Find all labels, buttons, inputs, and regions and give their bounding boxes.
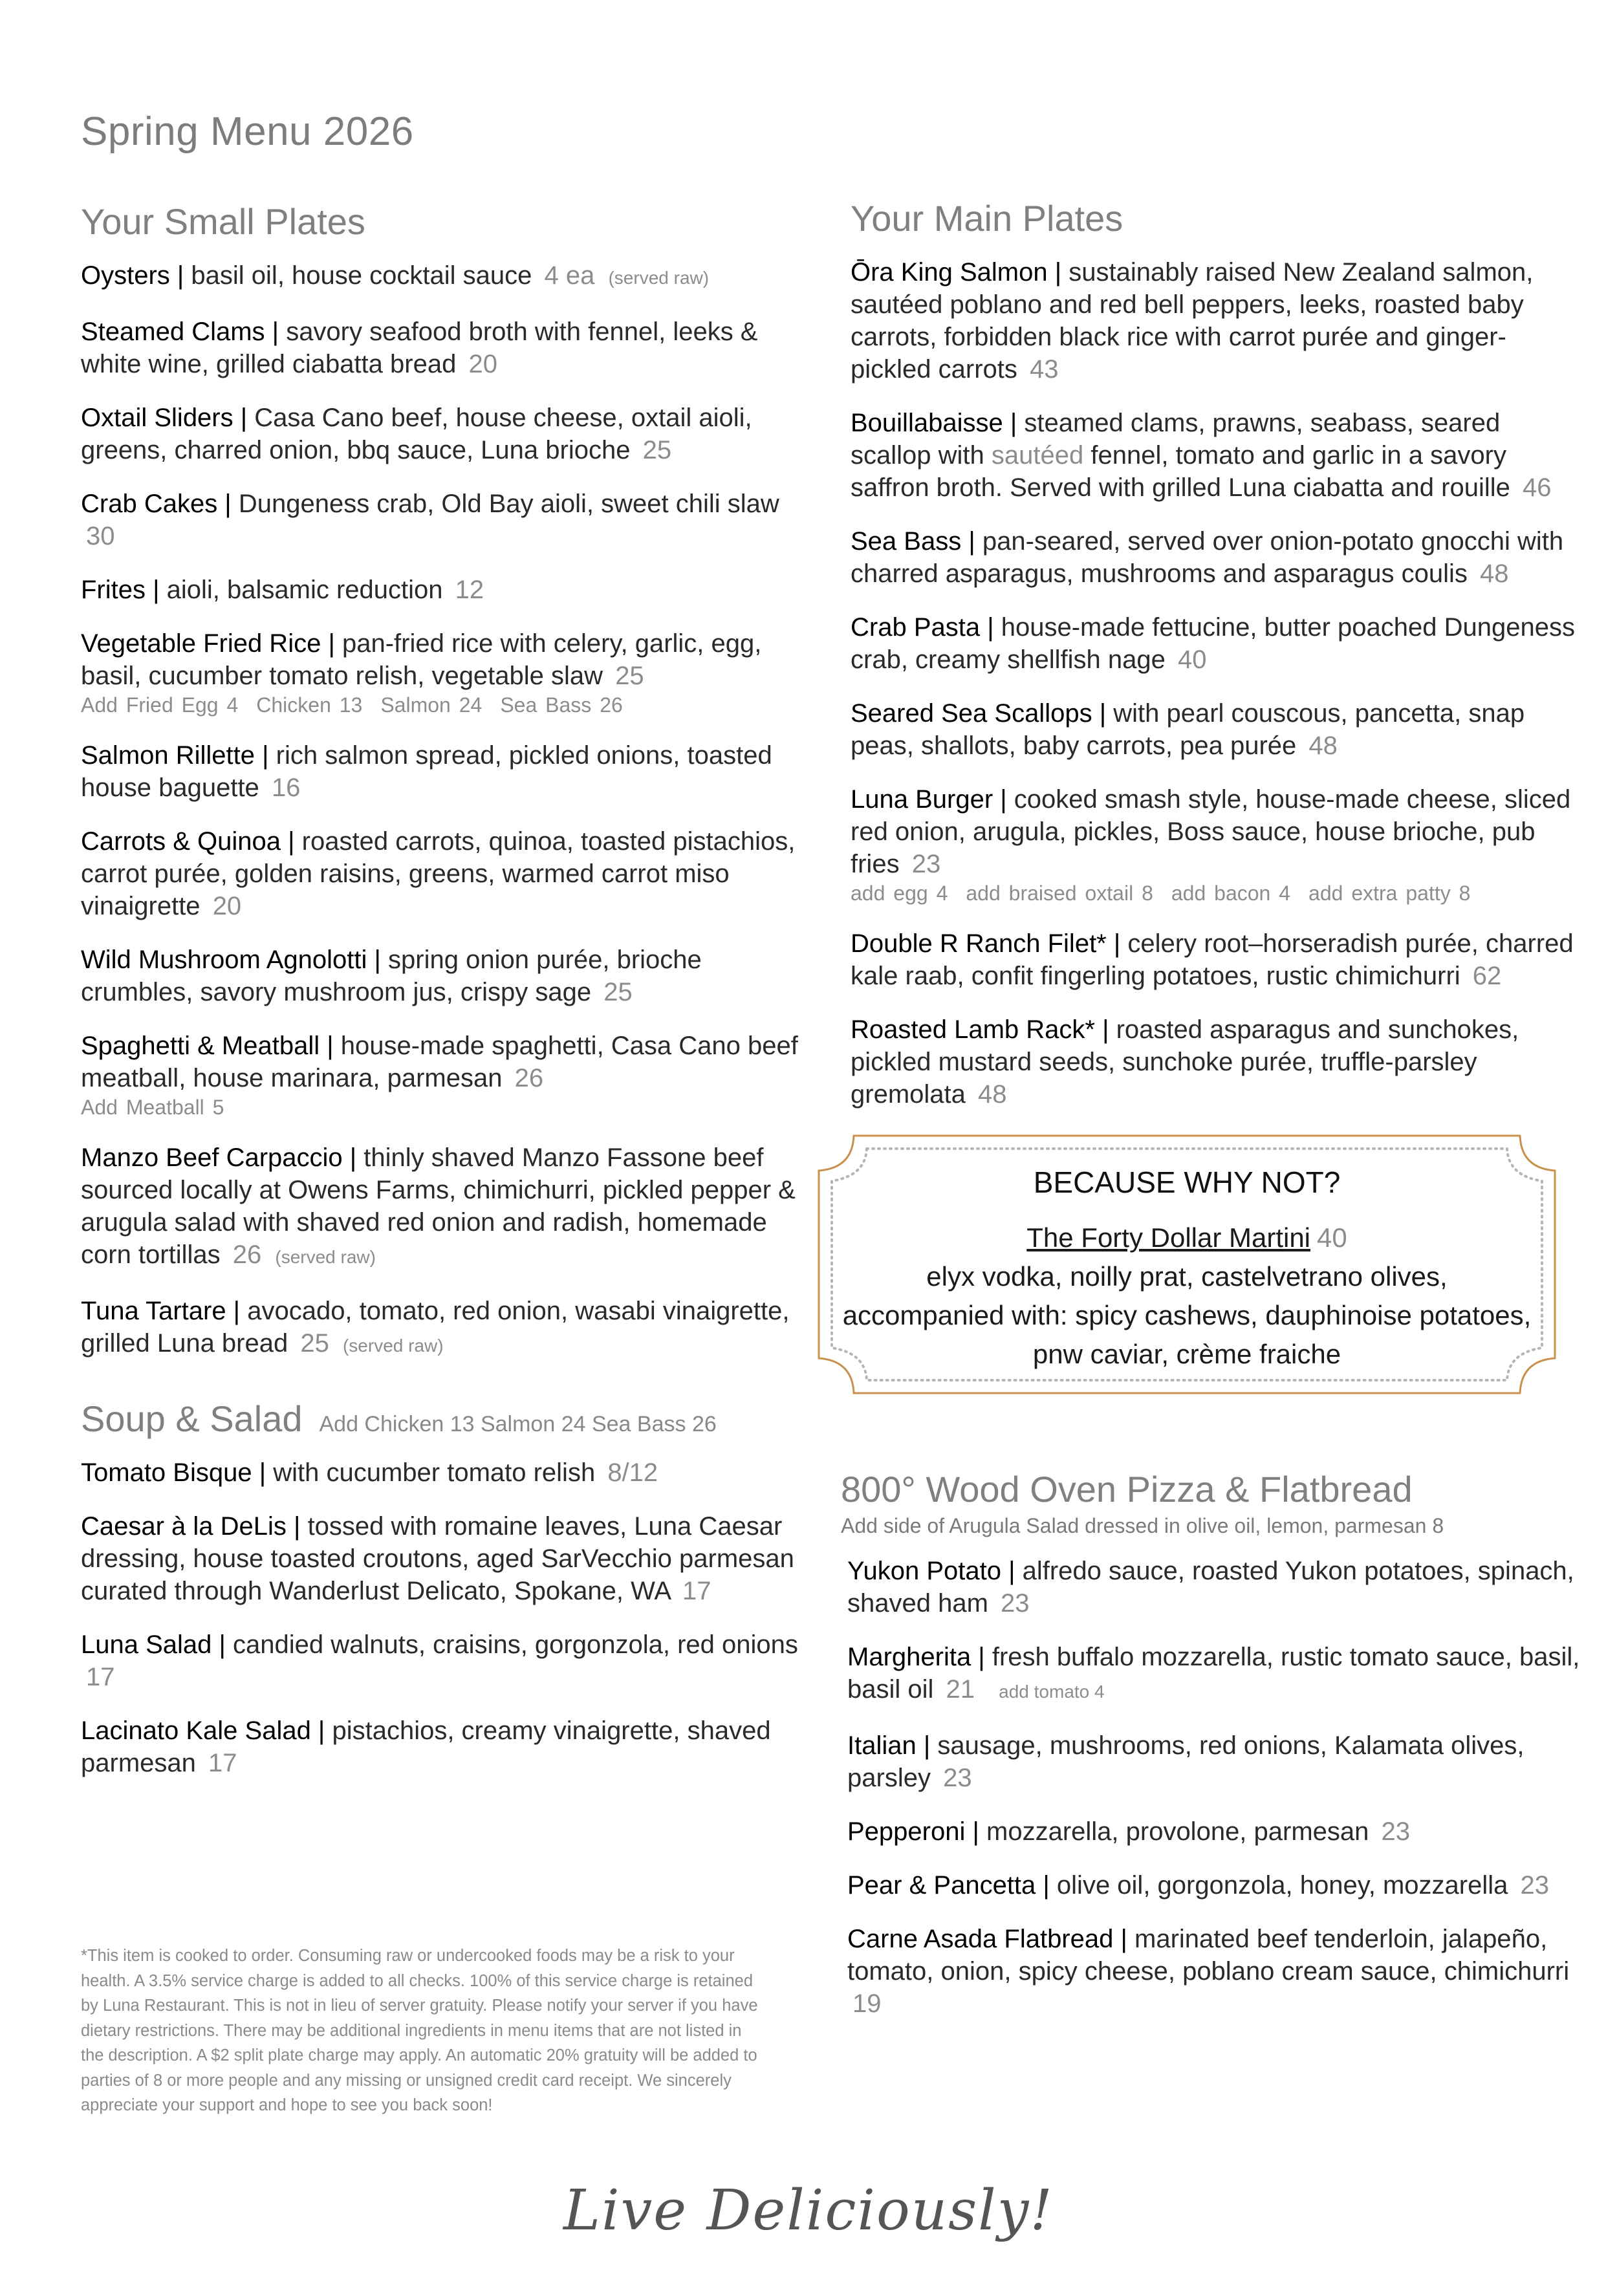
menu-item (847, 1869, 1581, 1901)
item-description: olive oil, gorgonzola, honey, mozzarella (1056, 1871, 1508, 1900)
menu-item (81, 1629, 805, 1693)
callout-drink-name: The Forty Dollar Martini (1026, 1222, 1311, 1253)
item-description: aioli, balsamic reduction (166, 576, 443, 604)
menu-item (81, 1142, 805, 1273)
menu-item (81, 316, 805, 380)
item-name: Ōra King Salmon | (851, 258, 1062, 287)
menu-item (81, 488, 805, 552)
item-description: alfredo sauce, roasted Yukon potatoes, spinach, shaved ham (847, 1557, 1574, 1618)
callout-line: accompanied with: spicy cashews, dauphinoise potatoes, (842, 1300, 1532, 1330)
menu-item (81, 1030, 805, 1120)
item-name: Steamed Clams | (81, 318, 279, 346)
menu-item (81, 944, 805, 1008)
item-name: Oxtail Sliders | (81, 404, 248, 432)
item-description: steamed clams, prawns, seabass, seared scallop with (851, 409, 1501, 470)
item-price: 20 (212, 892, 242, 920)
addon: Salmon 24 (380, 693, 483, 717)
menu-item (851, 525, 1581, 590)
item-price: 46 (1523, 473, 1552, 502)
item-description: marinated beef tenderloin, jalapeño, tomato, onion, spicy cheese, poblano cream sauce, chimichurri (847, 1925, 1570, 1986)
item-name: Pear & Pancetta | (847, 1871, 1050, 1900)
menu-item (851, 407, 1581, 504)
right-column (841, 197, 1581, 2041)
item-description: basil oil, house cocktail sauce (191, 261, 532, 290)
item-name: Spaghetti & Meatball | (81, 1032, 334, 1060)
small-plates-heading: Your Small Plates (81, 201, 365, 242)
item-price: 25 (615, 662, 644, 690)
addon: Chicken 13 (256, 693, 363, 717)
callout-heading: BECAUSE WHY NOT? (1033, 1165, 1341, 1199)
item-description: house-made spaghetti, Casa Cano beef meatball, house marinara, parmesan (81, 1032, 798, 1092)
menu-item (851, 256, 1581, 385)
item-price: 43 (1030, 355, 1059, 384)
item-description: pan-fried rice with celery, garlic, egg, basil, cucumber tomato relish, vegetable slaw (81, 629, 762, 690)
item-name: Crab Pasta | (851, 613, 994, 642)
item-price: 62 (1472, 962, 1502, 990)
item-name: Roasted Lamb Rack* | (851, 1015, 1109, 1044)
item-price: 8/12 (607, 1458, 658, 1487)
addon: add egg 4 (851, 882, 948, 905)
left-column (81, 200, 805, 1801)
item-price: 23 (943, 1764, 972, 1792)
menu-item (81, 1295, 805, 1362)
menu-title: Spring Menu 2026 (81, 109, 414, 154)
menu-item (81, 627, 805, 718)
martini-callout (815, 1132, 1559, 1397)
item-note: add tomato 4 (999, 1682, 1105, 1702)
item-price: 23 (1520, 1871, 1549, 1900)
item-name: Double R Ranch Filet* | (851, 929, 1121, 958)
item-price: 4 ea (544, 261, 595, 290)
callout-drink-line (815, 1218, 1559, 1257)
item-price: 26 (514, 1064, 544, 1092)
item-price: 25 (603, 978, 633, 1006)
item-description: savory seafood broth with fennel, leeks & white wine, grilled ciabatta bread (81, 318, 758, 378)
menu-item (847, 1729, 1581, 1794)
item-description: fresh buffalo mozzarella, rustic tomato sauce, basil, basil oil (847, 1643, 1580, 1704)
item-name: Seared Sea Scallops | (851, 699, 1107, 728)
item-description: house-made fettucine, butter poached Dungeness crab, creamy shellfish nage (851, 613, 1575, 674)
item-description: cooked smash style, house-made cheese, sliced red onion, arugula, pickles, Boss sauce, house brioche, pub fries (851, 785, 1571, 878)
menu-item (847, 1555, 1581, 1619)
item-description: pistachios, creamy vinaigrette, shaved parmesan (81, 1717, 771, 1777)
item-note: (served raw) (608, 268, 710, 288)
callout-content (815, 1163, 1559, 1374)
item-price: 48 (978, 1080, 1007, 1109)
item-description: Casa Cano beef, house cheese, oxtail aioli, greens, charred onion, bbq sauce, Luna brioche (81, 404, 752, 464)
item-name: Luna Salad | (81, 1630, 226, 1659)
item-description: candied walnuts, craisins, gorgonzola, red onions (233, 1630, 798, 1659)
item-price: 23 (1381, 1817, 1411, 1846)
menu-item (81, 402, 805, 466)
item-price: 19 (852, 1989, 882, 2018)
item-name: Vegetable Fried Rice | (81, 629, 335, 658)
addon: add braised oxtail 8 (966, 882, 1153, 905)
item-name: Bouillabaisse | (851, 409, 1017, 437)
item-addons (81, 692, 805, 718)
item-price: 26 (232, 1240, 262, 1269)
menu-item (851, 697, 1581, 762)
item-description: Dungeness crab, Old Bay aioli, sweet chili slaw (238, 490, 779, 518)
soup-salad-heading (81, 1398, 805, 1440)
menu-item (851, 927, 1581, 992)
item-description: with cucumber tomato relish (273, 1458, 596, 1487)
item-name: Oysters | (81, 261, 184, 290)
menu-item (81, 574, 805, 606)
menu-item (81, 739, 805, 804)
callout-line: elyx vodka, noilly prat, castelvetrano olives, (926, 1261, 1448, 1292)
item-addons (851, 880, 1581, 906)
item-name: Salmon Rillette | (81, 741, 269, 770)
addon: Add Meatball 5 (81, 1096, 224, 1119)
item-name: Wild Mushroom Agnolotti | (81, 946, 381, 974)
soup-salad-addons: Add Chicken 13 Salmon 24 Sea Bass 26 (319, 1412, 717, 1436)
item-description: spring onion purée, brioche crumbles, savory mushroom jus, crispy sage (81, 946, 702, 1006)
menu-item (851, 783, 1581, 906)
item-price: 17 (682, 1577, 711, 1605)
item-description: mozzarella, provolone, parmesan (986, 1817, 1369, 1846)
item-description: celery root–horseradish purée, charred kale raab, confit fingerling potatoes, rustic chimichurri (851, 929, 1574, 990)
item-name: Carne Asada Flatbread | (847, 1925, 1127, 1953)
item-price: 23 (911, 850, 941, 878)
item-description: with pearl couscous, pancetta, snap peas, shallots, baby carrots, pea purée (851, 699, 1525, 760)
legal-footnote: *This item is cooked to order. Consuming raw or undercooked foods may be a risk to your health. A 3.5% service charge is added to all checks. 100% of this service charge is retained by Luna Restaurant. This is not in lieu of server gratuity. Please notify your server if you have dietary restrictions. There may be additional ingredients in menu items that are not listed in the description. A $2 split plate charge may apply. An automatic 20% gratuity will be added to parties of 8 or more people and any missing or unsigned credit card receipt. We sincerely appreciate your support and hope to see you back soon! (81, 1947, 758, 2114)
item-price: 21 (946, 1675, 975, 1704)
item-name: Manzo Beef Carpaccio | (81, 1143, 357, 1172)
item-name: Margherita | (847, 1643, 985, 1671)
item-description: sustainably raised New Zealand salmon, sautéed poblano and red bell peppers, leeks, roasted baby carrots, forbidden black rice with carrot purée and ginger-pickled carrots (851, 258, 1534, 384)
item-name: Luna Burger | (851, 785, 1007, 814)
item-description: tossed with romaine leaves, Luna Caesar dressing, house toasted croutons, aged SarVecchio parmesan curated through Wanderlust Delicato, Spokane, WA (81, 1512, 794, 1605)
item-name: Yukon Potato | (847, 1557, 1015, 1585)
item-name: Pepperoni | (847, 1817, 979, 1846)
item-name: Lacinato Kale Salad | (81, 1717, 325, 1745)
item-name: Italian | (847, 1731, 931, 1760)
item-name: Tuna Tartare | (81, 1297, 241, 1325)
item-description: avocado, tomato, red onion, wasabi vinaigrette, grilled Luna bread (81, 1297, 790, 1358)
item-name: Crab Cakes | (81, 490, 232, 518)
item-price: 48 (1308, 731, 1338, 760)
item-name: Sea Bass | (851, 527, 975, 556)
item-price: 30 (86, 522, 115, 550)
item-price: 12 (455, 576, 484, 604)
item-price: 17 (86, 1663, 115, 1691)
item-description: roasted asparagus and sunchokes, pickled mustard seeds, sunchoke purée, truffle-parsley gremolata (851, 1015, 1519, 1109)
menu-item (81, 1510, 805, 1607)
item-addons (81, 1094, 805, 1120)
menu-item (851, 1013, 1581, 1110)
item-description: fennel, tomato and garlic in a savory saffron broth. Served with grilled Luna ciabatta and rouille (851, 441, 1510, 502)
menu-item (81, 1715, 805, 1779)
item-description: rich salmon spread, pickled onions, toasted house baguette (81, 741, 772, 802)
item-note: (served raw) (275, 1247, 376, 1267)
addon: add bacon 4 (1171, 882, 1291, 905)
menu-item (851, 611, 1581, 676)
item-price: 16 (271, 774, 301, 802)
menu-item (81, 1457, 805, 1489)
item-price: 23 (1001, 1589, 1030, 1618)
item-price: 17 (208, 1749, 237, 1777)
tagline: Live Deliciously! (563, 2178, 1054, 2243)
item-description: pan-seared, served over onion-potato gnocchi with charred asparagus, mushrooms and asparagus coulis (851, 527, 1564, 588)
callout-drink-price: 40 (1317, 1222, 1347, 1253)
addon: Add Fried Egg 4 (81, 693, 239, 717)
addon: Sea Bass 26 (500, 693, 623, 717)
menu-item (847, 1923, 1581, 2020)
item-description: roasted carrots, quinoa, toasted pistachios, carrot purée, golden raisins, greens, warmed carrot miso vinaigrette (81, 827, 796, 920)
pizza-section (841, 1468, 1581, 2020)
item-name: Caesar à la DeLis | (81, 1512, 301, 1541)
item-description-highlight: sautéed (991, 441, 1084, 470)
item-note: (served raw) (342, 1336, 444, 1356)
addon: add extra patty 8 (1308, 882, 1471, 905)
pizza-subnote: Add side of Arugula Salad dressed in olive oil, lemon, parmesan 8 (841, 1514, 1444, 1537)
item-price: 40 (1178, 645, 1207, 674)
main-plates-heading: Your Main Plates (851, 198, 1123, 239)
item-price: 20 (468, 350, 497, 378)
callout-line: pnw caviar, crème fraiche (1032, 1339, 1341, 1369)
menu-item (847, 1815, 1581, 1848)
item-price: 25 (300, 1329, 329, 1358)
item-description: thinly shaved Manzo Fassone beef sourced locally at Owens Farms, chimichurri, pickled pepper & arugula salad with shaved red onion and radish, homemade corn tortillas (81, 1143, 796, 1269)
item-name: Frites | (81, 576, 160, 604)
pizza-heading: 800° Wood Oven Pizza & Flatbread (841, 1469, 1413, 1510)
menu-item (81, 259, 805, 294)
item-description: sausage, mushrooms, red onions, Kalamata olives, parsley (847, 1731, 1525, 1792)
menu-item (847, 1641, 1581, 1708)
item-name: Tomato Bisque | (81, 1458, 266, 1487)
item-name: Carrots & Quinoa | (81, 827, 295, 856)
menu-item (81, 825, 805, 922)
item-price: 25 (642, 436, 672, 464)
soup-salad-title: Soup & Salad (81, 1398, 303, 1439)
item-price: 48 (1479, 559, 1509, 588)
